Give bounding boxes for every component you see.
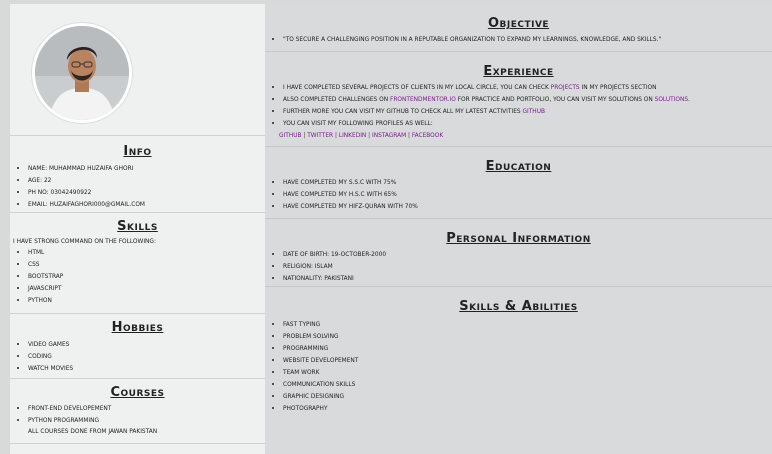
- ability-item: • WEBSITE DEVELOPEMENT: [283, 354, 772, 366]
- experience-item: [283, 105, 772, 117]
- skills-section: [10, 212, 265, 306]
- course-item: • FRONT-END DEVELOPEMENT: [28, 402, 265, 414]
- skills-heading: Skills: [117, 219, 158, 234]
- solutions-link[interactable]: SOLUTIONS: [654, 95, 689, 103]
- experience-heading: Experience: [483, 64, 554, 79]
- separator: |: [334, 131, 337, 139]
- avatar-photo: [35, 26, 129, 120]
- frontendmentor-link[interactable]: FRONTENDMENTOR.IO: [389, 95, 456, 103]
- skills-intro: I HAVE STRONG COMMAND ON THE FOLLOWING:: [13, 237, 156, 245]
- hobby-item: • WATCH MOVIES: [28, 362, 265, 374]
- experience-text: YOU CAN VISIT MY FOLLOWING PROFILES AS WELL:: [283, 119, 433, 127]
- skill-item: • HTML: [28, 246, 265, 258]
- experience-text: ALSO COMPLETED CHALLENGES ON: [283, 95, 390, 103]
- experience-section: [265, 51, 772, 140]
- abilities-section: [265, 286, 772, 414]
- objective-list: [265, 33, 772, 45]
- info-age: • AGE: 22: [28, 174, 265, 186]
- skill-item: • JAVASCRIPT: [28, 282, 265, 294]
- objective-text: • "TO SECURE A CHALLENGING POSITION IN A REPUTABLE ORGANIZATION TO EXPAND MY LEARNINGS, KNOWLEDGE, AND SKILLS.": [283, 33, 772, 45]
- ability-item: • PROBLEM SOLVING: [283, 330, 772, 342]
- hobbies-section: [10, 313, 265, 374]
- info-phone: • PH NO: 03042490922: [28, 186, 265, 198]
- courses-heading: Courses: [110, 385, 165, 400]
- skill-item: • PYTHON: [28, 294, 265, 306]
- experience-text: I HAVE COMPLETED SEVERAL PROJECTS OF CLIENTS IN MY LOCAL CIRCLE, YOU CAN CHECK: [283, 83, 551, 91]
- hobby-item: • CODING: [28, 350, 265, 362]
- separator: |: [368, 131, 371, 139]
- avatar: [32, 23, 132, 123]
- skill-item: • BOOTSTRAP: [28, 270, 265, 282]
- ability-item: • FAST TYPING: [283, 318, 772, 330]
- education-heading: Education: [485, 159, 552, 174]
- hobbies-heading: Hobbies: [111, 320, 164, 335]
- separator: |: [303, 131, 306, 139]
- left-sidebar: [10, 4, 265, 454]
- main-content: [265, 4, 772, 454]
- separator: |: [408, 131, 410, 139]
- objective-heading: Objective: [487, 16, 550, 31]
- experience-text: .: [688, 95, 690, 103]
- personal-info-heading: Personal Information: [446, 231, 591, 246]
- personal-info-list: [265, 248, 772, 284]
- ability-item: • COMMUNICATION SKILLS: [283, 378, 772, 390]
- info-heading: Info: [123, 144, 152, 159]
- abilities-list: [265, 318, 772, 414]
- hobby-item: • VIDEO GAMES: [28, 338, 265, 350]
- experience-text: FURTHER MORE YOU CAN VISIT MY GITHUB TO CHECK ALL MY LATEST ACTIVITIES: [283, 107, 523, 115]
- linkedin-profile-link[interactable]: LINKEDIN: [338, 131, 367, 139]
- facebook-profile-link[interactable]: FACEBOOK: [411, 131, 444, 139]
- info-section: [10, 135, 265, 210]
- course-item: • PYTHON PROGRAMMING: [28, 414, 265, 426]
- experience-text: FOR PRACTICE AND PORTFOLIO, YOU CAN VISIT MY SOLUTIONS ON: [455, 95, 655, 103]
- skill-item: • CSS: [28, 258, 265, 270]
- personal-info-item: • NATIONALITY: PAKISTANI: [283, 272, 772, 284]
- education-item: • HAVE COMPLETED MY HIFZ-QURAN WITH 70%: [283, 200, 772, 212]
- education-list: [265, 176, 772, 212]
- experience-item: [283, 81, 772, 93]
- hobbies-list: [10, 338, 265, 374]
- info-email: • EMAIL: HUZAIFAGHORI000@GMAIL.COM: [28, 198, 265, 210]
- education-item: • HAVE COMPLETED MY S.S.C WITH 75%: [283, 176, 772, 188]
- courses-section: [10, 378, 265, 436]
- courses-list: [10, 402, 265, 426]
- courses-note: ALL COURSES DONE FROM JAWAN PAKISTAN: [28, 427, 158, 435]
- experience-item: [283, 93, 772, 105]
- twitter-profile-link[interactable]: TWITTER: [307, 131, 334, 139]
- abilities-heading: Skills & Abilities: [459, 299, 578, 314]
- profiles-row: [265, 130, 772, 140]
- github-profile-link[interactable]: GITHUB: [279, 131, 302, 139]
- github-activity-link[interactable]: GITHUB: [522, 107, 545, 115]
- education-item: • HAVE COMPLETED MY H.S.C WITH 65%: [283, 188, 772, 200]
- personal-info-item: • RELIGION: ISLAM: [283, 260, 772, 272]
- left-bottom-divider: [10, 443, 265, 444]
- experience-text: IN MY PROJECTS SECTION: [579, 83, 657, 91]
- skills-list: [10, 246, 265, 306]
- ability-item: • PROGRAMMING: [283, 342, 772, 354]
- experience-item: [283, 117, 772, 129]
- info-list: [10, 162, 265, 210]
- ability-item: • TEAM WORK: [283, 366, 772, 378]
- objective-section: [265, 4, 772, 45]
- ability-item: • PHOTOGRAPHY: [283, 402, 772, 414]
- projects-link[interactable]: PROJECTS: [550, 83, 580, 91]
- info-name: • NAME: MUHAMMAD HUZAIFA GHORI: [28, 162, 265, 174]
- experience-list: [265, 81, 772, 129]
- ability-item: • GRAPHIC DESIGNING: [283, 390, 772, 402]
- personal-info-section: [265, 218, 772, 284]
- instagram-profile-link[interactable]: INSTAGRAM: [372, 131, 407, 139]
- personal-info-item: • DATE OF BIRTH: 19-OCTOBER-2000: [283, 248, 772, 260]
- education-section: [265, 146, 772, 212]
